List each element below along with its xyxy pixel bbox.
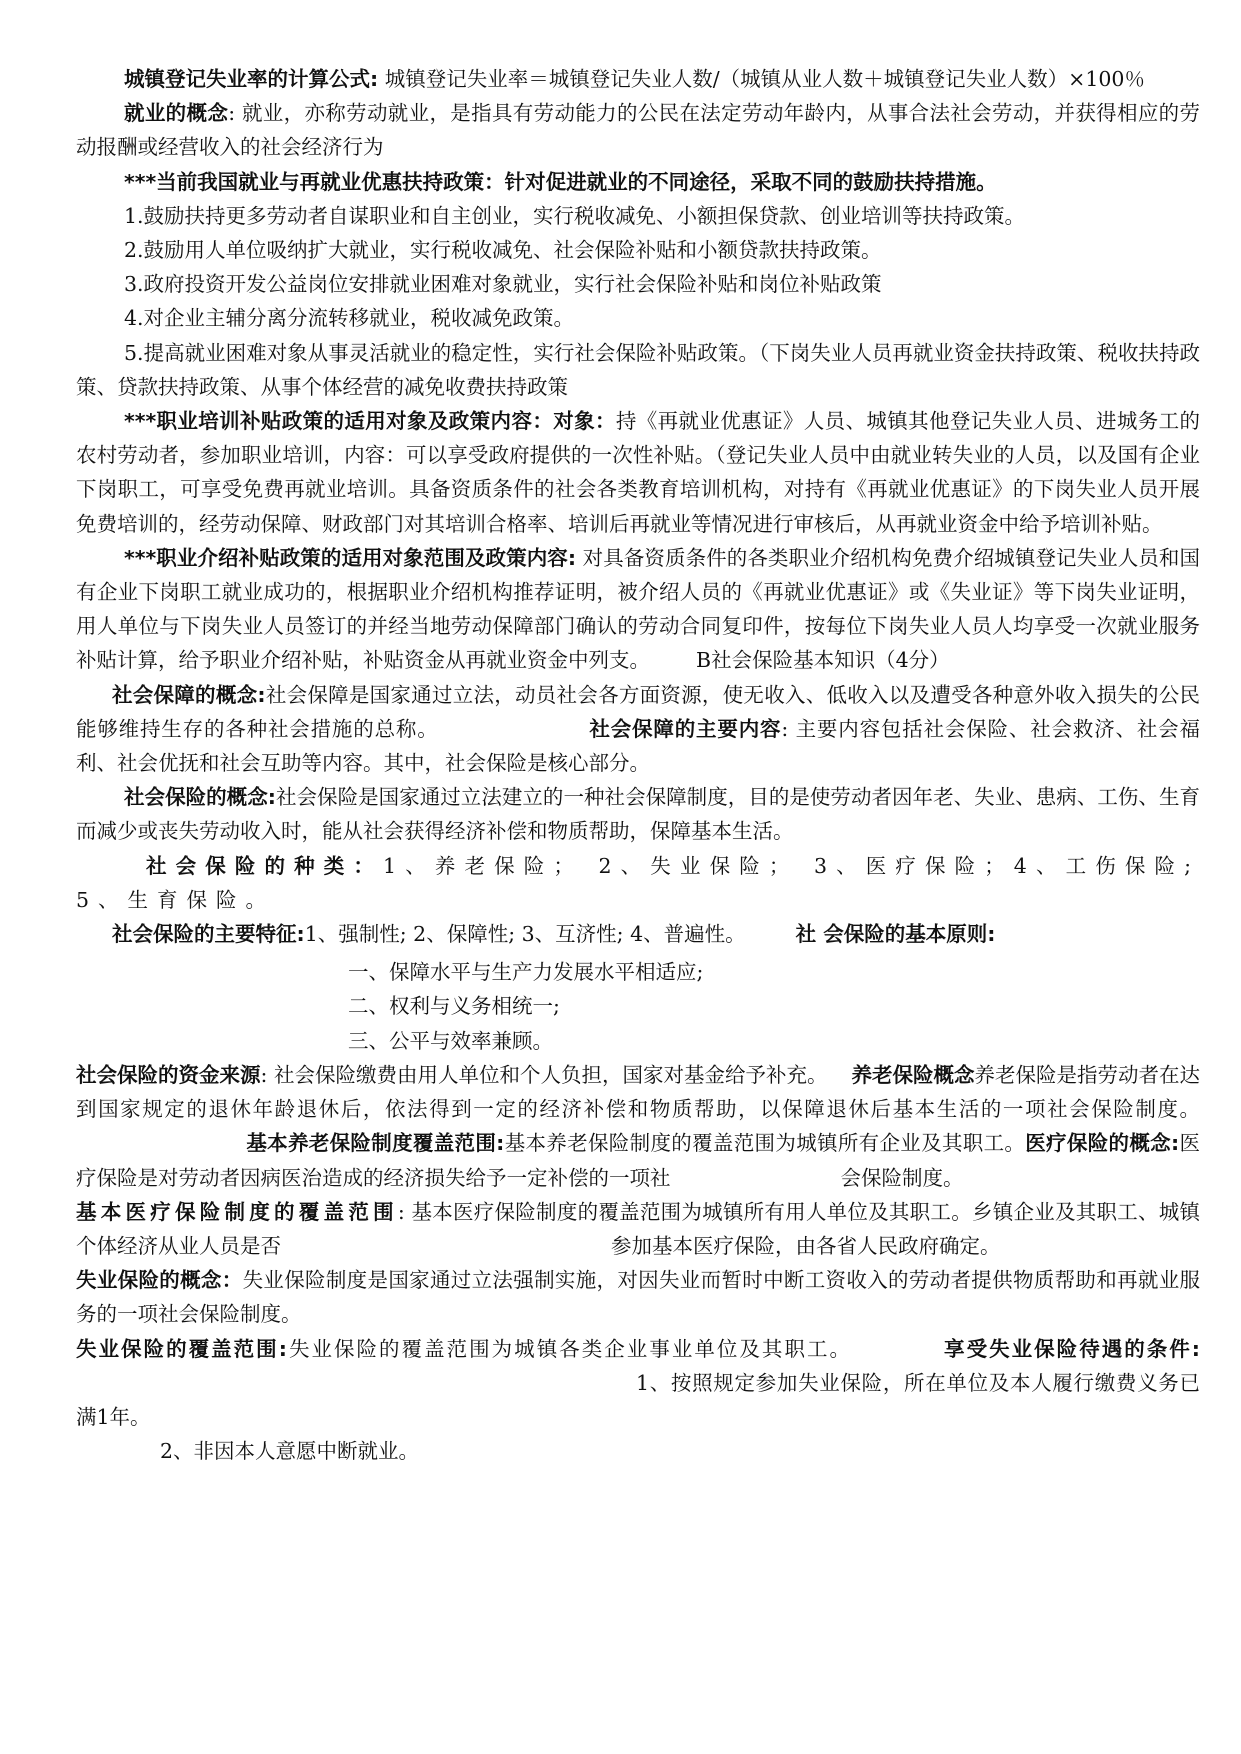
heading-social-security-content: 社会保障的主要内容 [588, 716, 782, 741]
heading-placement-subsidy: ***职业介绍补贴政策的适用对象范围及政策内容: [124, 545, 577, 570]
document-body [76, 62, 1200, 1468]
text-social-security-content: : 主要内容包括社会保险、社会救济、社会福利、社会优抚和社会互助等内容。其中，社会保险是核心部分。 [76, 716, 1201, 776]
text-insurance-features: 1、强制性; 2、保障性; 3、互济性; 4、普遍性。 [304, 922, 746, 947]
heading-training-subsidy: ***职业培训补贴政策的适用对象及政策内容：对象： [124, 409, 616, 434]
text-training-subsidy: 持《再就业优惠证》人员、城镇其他登记失业人员、进城务工的农村劳动者，参加职业培训，内容：可以享受政府提供的一次性补贴。（登记失业人员中由就业转失业的人员，以及国有企业下岗职工，可享受免费再就业培训。具备资质条件的社会各类教育培训机构，对持有《再就业优惠证》的下岗失业人员开展免费培训的，经劳动保障、财政部门对其培训合格率、培训后再就业等情况进行审核后，从再就业资金中给予培训补贴。 [76, 409, 1200, 536]
heading-basic-principles: 社 会保险的基本原则: [795, 922, 996, 947]
text-social-insurance-concept: 社会保险是国家通过立法建立的一种社会保障制度，目的是使劳动者因年老、失业、患病、工伤、生育而减少或丧失劳动收入时，能从社会获得经济补偿和物质帮助，保障基本生活。 [76, 785, 1201, 844]
text-unemployment-insurance: 失业保险制度是国家通过立法强制实施，对因失业而暂时中断工资收入的劳动者提供物质帮助和再就业服务的一项社会保险制度。 [76, 1268, 1201, 1327]
text-medical-coverage-end: 参加基本医疗保险，由各省人民政府确定。 [611, 1233, 1001, 1258]
heading-benefit-conditions: 享受失业保险待遇的条件: [942, 1336, 1201, 1361]
text-medical-coverage: : 基本医疗保险制度的覆盖范围为城镇所有用人单位及其职工。乡镇企业及其职工、城镇个体经济从业人员是否 [76, 1199, 1201, 1258]
list-item: 一、保障水平与生产力发展水平相适应; [348, 960, 704, 985]
heading-employment-concept: 就业的概念 [124, 101, 229, 126]
heading-medical-coverage: 基本医疗保险制度的覆盖范围 [76, 1199, 398, 1224]
paragraph-placement-subsidy [76, 541, 1200, 678]
heading-pension-concept: 养老保险概念 [851, 1062, 975, 1087]
heading-social-security-concept: 社会保障的概念: [112, 682, 266, 707]
heading-pension-coverage: 基本养老保险制度覆盖范围: [246, 1131, 505, 1156]
text-benefit-condition-1: 1、按照规定参加失业保险，所在单位及本人履行缴费义务已满1年。 [76, 1370, 1200, 1429]
paragraph-social-security [76, 678, 1200, 781]
text-pension-coverage: 基本养老保险制度的覆盖范围为城镇所有企业及其职工。 [504, 1131, 1026, 1156]
list-item: 二、权利与义务相统一; [348, 994, 560, 1019]
paragraph-unemployment-rate [76, 62, 1200, 96]
text-medical-concept: 医疗保险是对劳动者因病医治造成的经济损失给予一定补偿的一项社 [76, 1131, 1201, 1190]
paragraph-insurance-types [76, 849, 1200, 917]
paragraph-employment-concept [76, 96, 1200, 164]
text-insurance-types: 1、养老保险； 2、失业保险； 3、医疗保险；4、工伤保险; 5、生育保险。 [76, 853, 1201, 912]
text-unemployment-coverage: 失业保险的覆盖范围为城镇各类企业事业单位及其职工。 [286, 1336, 853, 1361]
text-social-security-concept: 社会保障是国家通过立法，动员社会各方面资源，使无收入、低收入以及遭受各种意外收入损失的公民能够维持生存的各种社会措施的总称。 [76, 682, 1200, 741]
paragraph-medical-coverage [76, 1195, 1200, 1263]
heading-unemployment-insurance: 失业保险的概念： [76, 1268, 243, 1293]
heading-insurance-types: 社会保险的种类： [146, 853, 384, 878]
heading-unemployment-rate: 城镇登记失业率的计算公式: [124, 67, 379, 91]
heading-funding-source: 社会保险的资金来源 [76, 1062, 261, 1087]
heading-unemployment-coverage: 失业保险的覆盖范围: [76, 1336, 287, 1361]
heading-preferential-policy: ***当前我国就业与再就业优惠扶持政策：针对促进就业的不同途径，采取不同的鼓励扶持措施。 [124, 169, 997, 194]
paragraph-insurance-features [76, 917, 1200, 951]
paragraph-social-insurance-concept [76, 780, 1200, 848]
text-funding-source: : 社会保险缴费由用人单位和个人负担，国家对基金给予补充。 [260, 1062, 828, 1087]
section-b-title: B社会保险基本知识（4分） [696, 648, 950, 673]
text-placement-subsidy: 对具备资质条件的各类职业介绍机构免费介绍城镇登记失业人员和国有企业下岗职工就业成功的，根据职业介绍机构推荐证明，被介绍人员的《再就业优惠证》或《失业证》等下岗失业证明，用人单位与下岗失业人员签订的并经当地劳动保障部门确认的劳动合同复印件，按每位下岗失业人员人均享受一次就业服务补贴计算，给予职业介绍补贴，补贴资金从再就业资金中列支。 [76, 545, 1201, 673]
heading-medical-concept: 医疗保险的概念: [1025, 1131, 1180, 1156]
paragraph-funding-pension-medical [76, 1058, 1200, 1195]
list-item: 5.提高就业困难对象从事灵活就业的稳定性，实行社会保险补贴政策。（下岗失业人员再就业资金扶持政策、税收扶持政策、贷款扶持政策、从事个体经营的减免收费扶持政策 [76, 340, 1200, 399]
text-unemployment-rate: 城镇登记失业率＝城镇登记失业人数/（城镇从业人数＋城镇登记失业人数）×100％ [384, 67, 1145, 91]
list-item: 1.鼓励扶持更多劳动者自谋职业和自主创业，实行税收减免、小额担保贷款、创业培训等扶持政策。 [124, 203, 1026, 228]
list-item: 三、公平与效率兼顾。 [348, 1028, 553, 1053]
paragraph-training-subsidy [76, 404, 1200, 541]
text-employment-concept: : 就业，亦称劳动就业，是指具有劳动能力的公民在法定劳动年龄内，从事合法社会劳动，并获得相应的劳动报酬或经营收入的社会经济行为 [76, 101, 1201, 160]
paragraph-unemployment-insurance [76, 1263, 1200, 1331]
heading-social-insurance-concept: 社会保险的概念: [124, 785, 276, 810]
text-benefit-condition-2: 2、非因本人意愿中断就业。 [160, 1439, 420, 1464]
list-item: 4.对企业主辅分离分流转移就业，税收减免政策。 [124, 306, 575, 331]
paragraph-unemployment-coverage [76, 1332, 1200, 1435]
list-item: 3.政府投资开发公益岗位安排就业困难对象就业，实行社会保险补贴和岗位补贴政策 [124, 272, 882, 297]
heading-insurance-features: 社会保险的主要特征: [112, 922, 305, 947]
text-pension-concept: 养老保险是指劳动者在达到国家规定的退休年龄退休后，依法得到一定的经济补偿和物质帮助，以保障退休后基本生活的一项社会保险制度。 [76, 1062, 1201, 1122]
list-item: 2.鼓励用人单位吸纳扩大就业，实行税收减免、社会保险补贴和小额贷款扶持政策。 [124, 238, 882, 263]
paragraph-benefit-condition-2 [76, 1434, 1200, 1468]
paragraph-policy-heading [76, 165, 1200, 199]
principles-list [76, 955, 1200, 1058]
text-medical-concept-end: 会保险制度。 [840, 1165, 964, 1190]
